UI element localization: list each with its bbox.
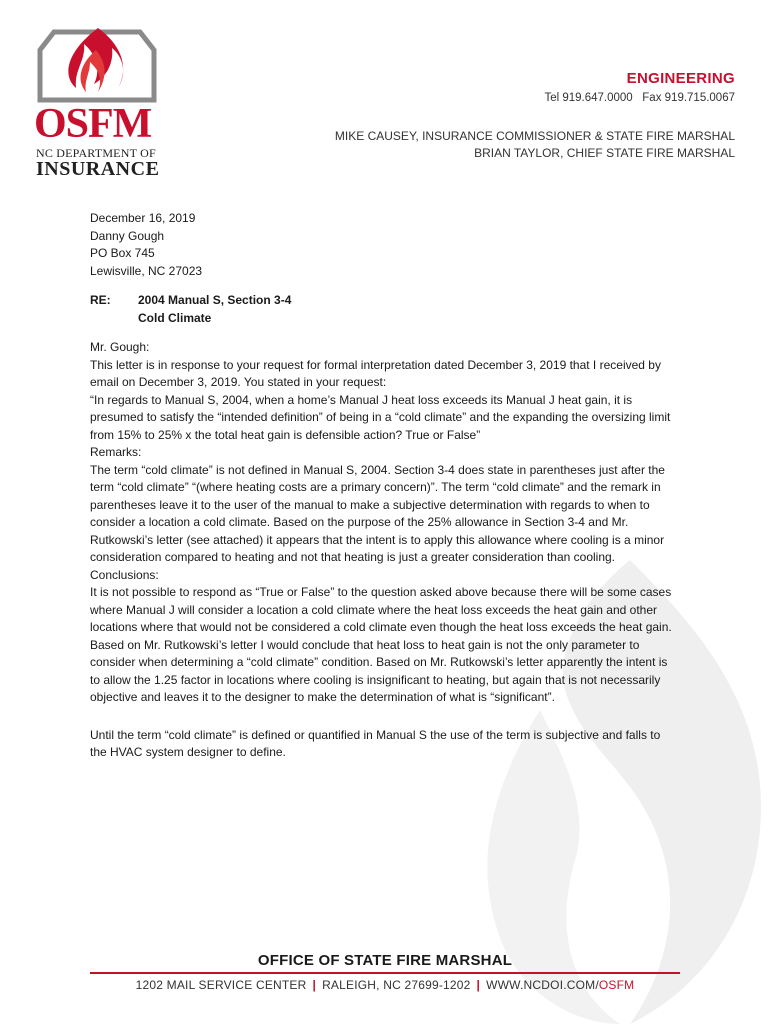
- conclusions-paragraph-2: Until the term “cold climate” is defined or quantified in Manual S the use of the term is subjective and falls to the HVAC system designer to define.: [90, 727, 661, 759]
- footer-website-suffix: OSFM: [598, 978, 635, 992]
- officials: [335, 128, 735, 162]
- letter-body: [90, 210, 680, 762]
- subject-line: [90, 292, 680, 327]
- official-chief: BRIAN TAYLOR, CHIEF STATE FIRE MARSHAL: [474, 146, 735, 160]
- recipient-name: Danny Gough: [90, 228, 165, 243]
- footer-address: [0, 978, 770, 992]
- conclusions-paragraph-1: It is not possible to respond as “True or False” to the question asked above because there will be some cases where Manual J will consider a location a cold climate where the heat loss exceeds the heat gain and other locations where that would not be considered a cold climate even though the heat loss exceeds the heat gain. Based on Mr. Rutkowski’s letter I would conclude that heat loss to heat gain is not the only parameter to consider when determining a “cold climate” condition. Based on Mr. Rutkowski’s letter apparently the intent is to allow the 1.25 factor in locations where cooling is insignificant to heating, but again that is not necessarily objective and leaves it to the designer to make the determination of what is “significant”.: [90, 585, 672, 704]
- conclusions-heading: Conclusions:: [90, 567, 159, 582]
- logo-subtitle: NC DEPARTMENT OF: [36, 146, 156, 160]
- official-commissioner: MIKE CAUSEY, INSURANCE COMMISSIONER & STATE FIRE MARSHAL: [334, 129, 735, 143]
- logo-wordmark: OSFM: [34, 101, 152, 147]
- recipient-address: [90, 228, 680, 281]
- footer-separator: |: [476, 978, 481, 992]
- footer-website[interactable]: [486, 978, 634, 992]
- footer-office: OFFICE OF STATE FIRE MARSHAL: [257, 952, 513, 969]
- recipient-city: Lewisville, NC 27023: [90, 263, 203, 278]
- department-title: ENGINEERING: [626, 70, 735, 87]
- footer-mail-center: 1202 MAIL SERVICE CENTER: [135, 978, 307, 992]
- remarks-heading: Remarks:: [90, 445, 142, 459]
- re-subject: [138, 292, 291, 327]
- footer-separator: |: [312, 978, 317, 992]
- logo-insurance: INSURANCE: [36, 158, 160, 180]
- remarks-paragraph: The term “cold climate” is not defined in Manual S, 2004. Section 3-4 does state in parentheses just after the term “cold climate” “(where heating costs are a primary concern)”. The term “cold climate” and the remark in parentheses leave it to the user of the manual to make a subjective determination with regards to when to consider a location a cold climate. Based on the purpose of the 25% allowance in Section 3-4 and Mr. Rutkowski’s letter (see attached) it appears that the intent is to apply this allowance where cooling is a minor consideration compared to heating and not that heating is just a greater consideration than cooling.: [90, 462, 665, 564]
- intro-paragraph: This letter is in response to your request for formal interpretation dated December 3, 2019 that I received by email on December 3, 2019. You stated in your request:: [90, 357, 661, 389]
- salutation: Mr. Gough:: [90, 340, 150, 354]
- fax-number: Fax 919.715.0067: [642, 92, 735, 104]
- contact-line: [335, 92, 735, 104]
- re-subject-line1: 2004 Manual S, Section 3-4: [138, 293, 292, 307]
- request-quote: “In regards to Manual S, 2004, when a home’s Manual J heat loss exceeds its Manual J heat gain, it is presumed to satisfy the “intended definition” of being in a “cold climate” and the expanding the oversizing limit from 15% to 25% x the total heat gain is defensible action? True or False”: [90, 392, 671, 442]
- footer-divider: [90, 972, 680, 974]
- re-subject-line2: Cold Climate: [138, 310, 212, 325]
- re-label: RE:: [90, 293, 111, 307]
- recipient-po: PO Box 745: [90, 246, 155, 260]
- footer-website-prefix: WWW.NCDOI.COM/: [486, 978, 599, 992]
- tel-number: Tel 919.647.0000: [544, 92, 633, 104]
- letterhead: [335, 70, 735, 162]
- footer-city: RALEIGH, NC 27699-1202: [322, 978, 471, 992]
- letter-date: December 16, 2019: [90, 211, 196, 225]
